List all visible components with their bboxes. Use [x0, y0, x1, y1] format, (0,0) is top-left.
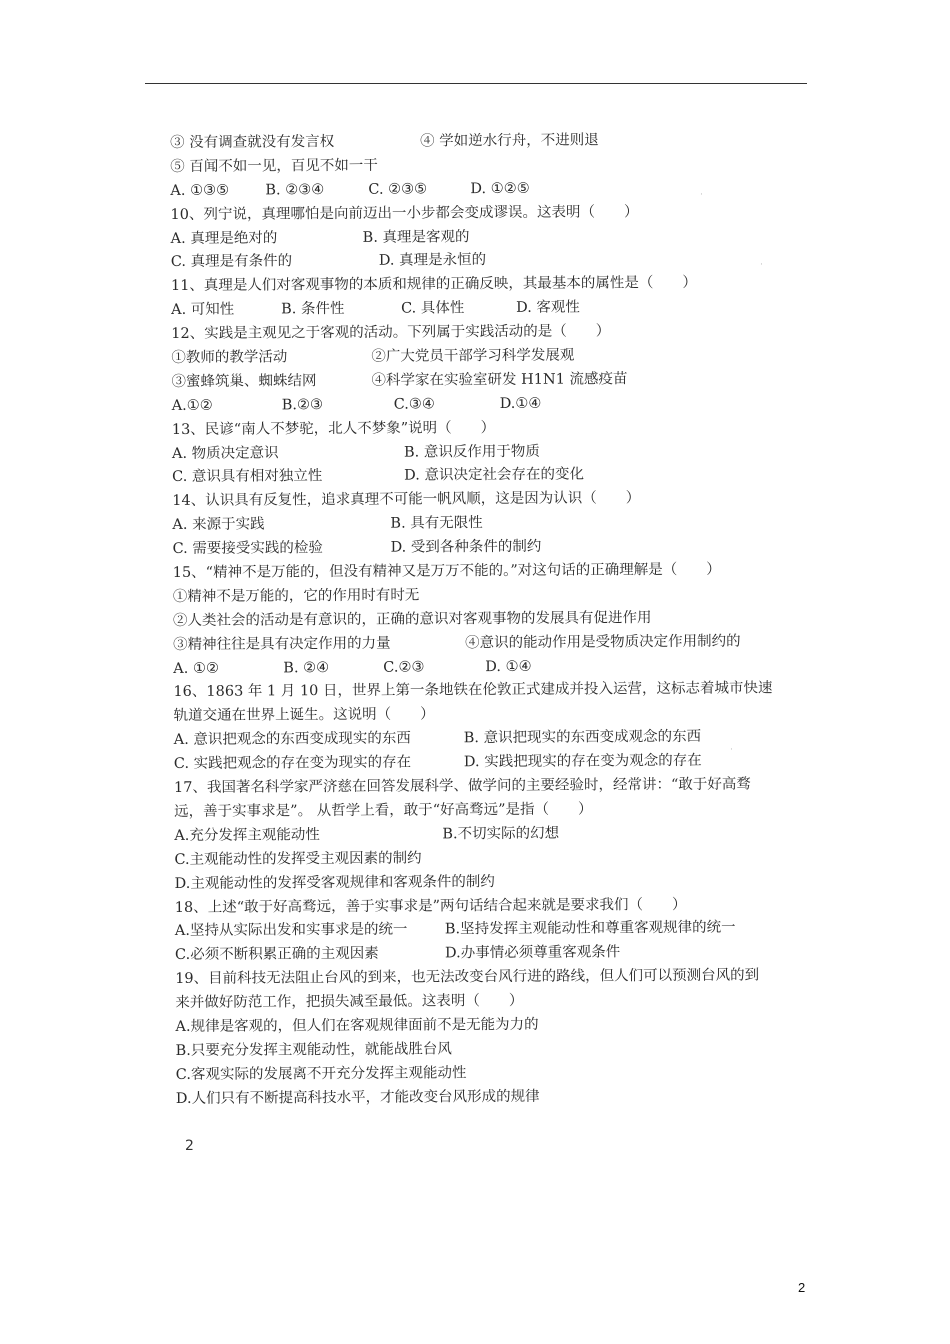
option-left: A.充分发挥主观能动性 — [174, 826, 320, 844]
option-pair-line — [171, 343, 771, 371]
option-pair-line — [173, 630, 773, 658]
option-left: C. 意识具有相对独立性 — [172, 468, 323, 486]
text-line: 12、实践是主观见之于客观的活动。下列属于实践活动的是（ ） — [171, 323, 611, 343]
answer-option: A. ①③⑤ — [170, 182, 230, 199]
text-line: 10、列宁说，真理哪怕是向前迈出一小步都会变成谬误。这表明（ ） — [170, 203, 639, 223]
option-left: A. 来源于实践 — [172, 516, 265, 534]
answer-option: B. ②④ — [283, 659, 330, 676]
option-right: D. 受到各种条件的制约 — [390, 538, 542, 556]
option-right: ④科学家在实验室研发 H1N1 流感疫苗 — [371, 371, 628, 389]
text-line: 17、我国著名科学家严济慈在回答发展科学、做学问的主要经验时，经常讲：“敢于好高骛 — [173, 776, 751, 797]
text-line: ⑤ 百闻不如一见，百见不如一干 — [170, 157, 378, 175]
option-left: C. 真理是有条件的 — [170, 253, 293, 271]
option-right: B. 具有无限性 — [390, 515, 483, 532]
option-left: ③ 没有调查就没有发言权 — [170, 133, 335, 151]
scan-noise: · — [730, 745, 733, 755]
option-left: ③蜜蜂筑巢、蜘蛛结网 — [171, 373, 317, 390]
option-right: B.不切实际的幻想 — [442, 825, 560, 843]
answer-option: D. ①④ — [485, 658, 532, 675]
answer-option: C.③④ — [393, 396, 435, 413]
scan-noise: · — [700, 190, 703, 200]
answer-option: A.①② — [171, 397, 213, 414]
option-left: C.必须不断积累正确的主观因素 — [174, 946, 379, 964]
option-right: ④意识的能动作用是受物质决定作用制约的 — [465, 633, 741, 651]
option-pair-line — [172, 439, 772, 467]
text-line: C.主观能动性的发挥受主观因素的制约 — [174, 850, 422, 868]
answer-option: C.②③ — [383, 659, 425, 676]
text-line: 13、民谚“南人不梦驼，北人不梦象”说明（ ） — [171, 419, 496, 438]
text-line: ②人类社会的活动是有意识的，正确的意识对客观事物的发展具有促进作用 — [172, 609, 652, 629]
answer-options-line — [170, 176, 770, 204]
option-right: B. 真理是客观的 — [362, 228, 470, 246]
text-line: 19、目前科技无法阻止台风的到来，也无法改变台风行进的路线，但人们可以预测台风的到 — [175, 967, 760, 988]
option-left: C. 实践把观念的存在变为现实的存在 — [173, 754, 412, 773]
answer-options-line — [173, 654, 773, 682]
option-left: ①教师的教学活动 — [171, 349, 288, 367]
answer-option: C. ②③⑤ — [368, 181, 428, 198]
text-line: 远，善于实事求是”。 从哲学上看，敢于“好高骛远”是指（ ） — [174, 801, 593, 820]
option-pair-line — [172, 534, 772, 562]
answer-option: D. 客观性 — [516, 299, 580, 317]
option-right: ②广大党员干部学习科学发展观 — [371, 347, 575, 365]
option-right: D. 意识决定社会存在的变化 — [404, 466, 584, 485]
answer-option: D. ①②⑤ — [470, 180, 530, 197]
text-line: 18、上述“敢于好高骛远，善于实事求是”两句话结合起来就是要求我们（ ） — [174, 896, 687, 916]
option-right: B.坚持发挥主观能动性和尊重客观规律的统一 — [444, 919, 736, 938]
option-right: B. 意识把现实的东西变成观念的东西 — [463, 729, 702, 747]
text-line: C.客观实际的发展离不开充分发挥主观能动性 — [175, 1064, 467, 1083]
option-left: ③精神往往是具有决定作用的力量 — [173, 635, 391, 653]
scanned-page-number: 2 — [185, 1138, 194, 1154]
option-right: B. 意识反作用于物质 — [403, 443, 540, 461]
text-line: 16、1863 年 1 月 10 日，世界上第一条地铁在伦敦正式建成并投入运营，这标志着城市快速 — [173, 680, 773, 701]
option-pair-line — [171, 367, 771, 395]
option-left: A. 意识把观念的东西变成现实的东西 — [173, 730, 411, 749]
option-right: D. 实践把现实的存在变为观念的存在 — [463, 752, 702, 771]
text-line: D.人们只有不断提高科技水平，才能改变台风形成的规律 — [175, 1088, 540, 1107]
text-line: D.主观能动性的发挥受客观规律和客观条件的制约 — [174, 873, 495, 892]
option-pair-line — [172, 511, 772, 539]
option-right: D.办事情必须尊重客观条件 — [444, 944, 621, 962]
text-line: 来并做好防范工作，把损失减至最低。这表明（ ） — [175, 992, 524, 1012]
answer-options-line — [171, 296, 771, 324]
header-rule — [145, 83, 807, 84]
option-pair-line — [174, 749, 774, 777]
option-left: A. 物质决定意识 — [171, 444, 279, 462]
option-right: ④ 学如逆水行舟，不进则退 — [420, 132, 599, 150]
answer-option: B. 条件性 — [281, 301, 345, 318]
option-pair-line — [172, 463, 772, 491]
option-pair-line — [171, 248, 771, 276]
answer-option: D.①④ — [499, 395, 542, 412]
text-line: B.只要充分发挥主观能动性，就能战胜台风 — [175, 1041, 452, 1059]
option-pair-line — [170, 128, 770, 156]
text-line: 轨道交通在世界上诞生。这说明（ ） — [173, 706, 435, 725]
answer-option: A. ①② — [173, 660, 220, 677]
option-pair-line — [175, 917, 775, 945]
answer-option: C. 具体性 — [401, 300, 465, 317]
option-left: A. 真理是绝对的 — [170, 229, 278, 247]
option-pair-line — [174, 726, 774, 754]
option-pair-line — [174, 821, 774, 849]
option-pair-line — [171, 224, 771, 252]
answer-option: B.②③ — [281, 396, 323, 414]
option-left: A.坚持从实际出发和实事求是的统一 — [174, 921, 408, 940]
scan-noise: · — [760, 260, 763, 270]
scanned-exam-text — [170, 128, 776, 1111]
answer-options-line — [172, 391, 772, 419]
text-line: ①精神不是万能的，它的作用时有时无 — [172, 587, 420, 605]
option-left: C. 需要接受实践的检验 — [172, 540, 323, 558]
text-line: 14、认识具有反复性，追求真理不可能一帆风顺，这是因为认识（ ） — [172, 490, 641, 510]
option-pair-line — [175, 941, 775, 969]
option-right: D. 真理是永恒的 — [378, 252, 487, 270]
text-line: A.规律是客观的，但人们在客观规律面前不是无能为力的 — [175, 1016, 539, 1035]
answer-option: B. ②③④ — [265, 181, 325, 199]
text-line: 11、真理是人们对客观事物的本质和规律的正确反映，其最基本的属性是（ ） — [170, 275, 697, 295]
page-number: 2 — [798, 1280, 806, 1295]
text-line: 15、“精神不是万能的，但没有精神又是万万不能的。”对这句话的正确理解是（ ） — [172, 561, 721, 582]
answer-option: A. 可知性 — [171, 301, 235, 319]
